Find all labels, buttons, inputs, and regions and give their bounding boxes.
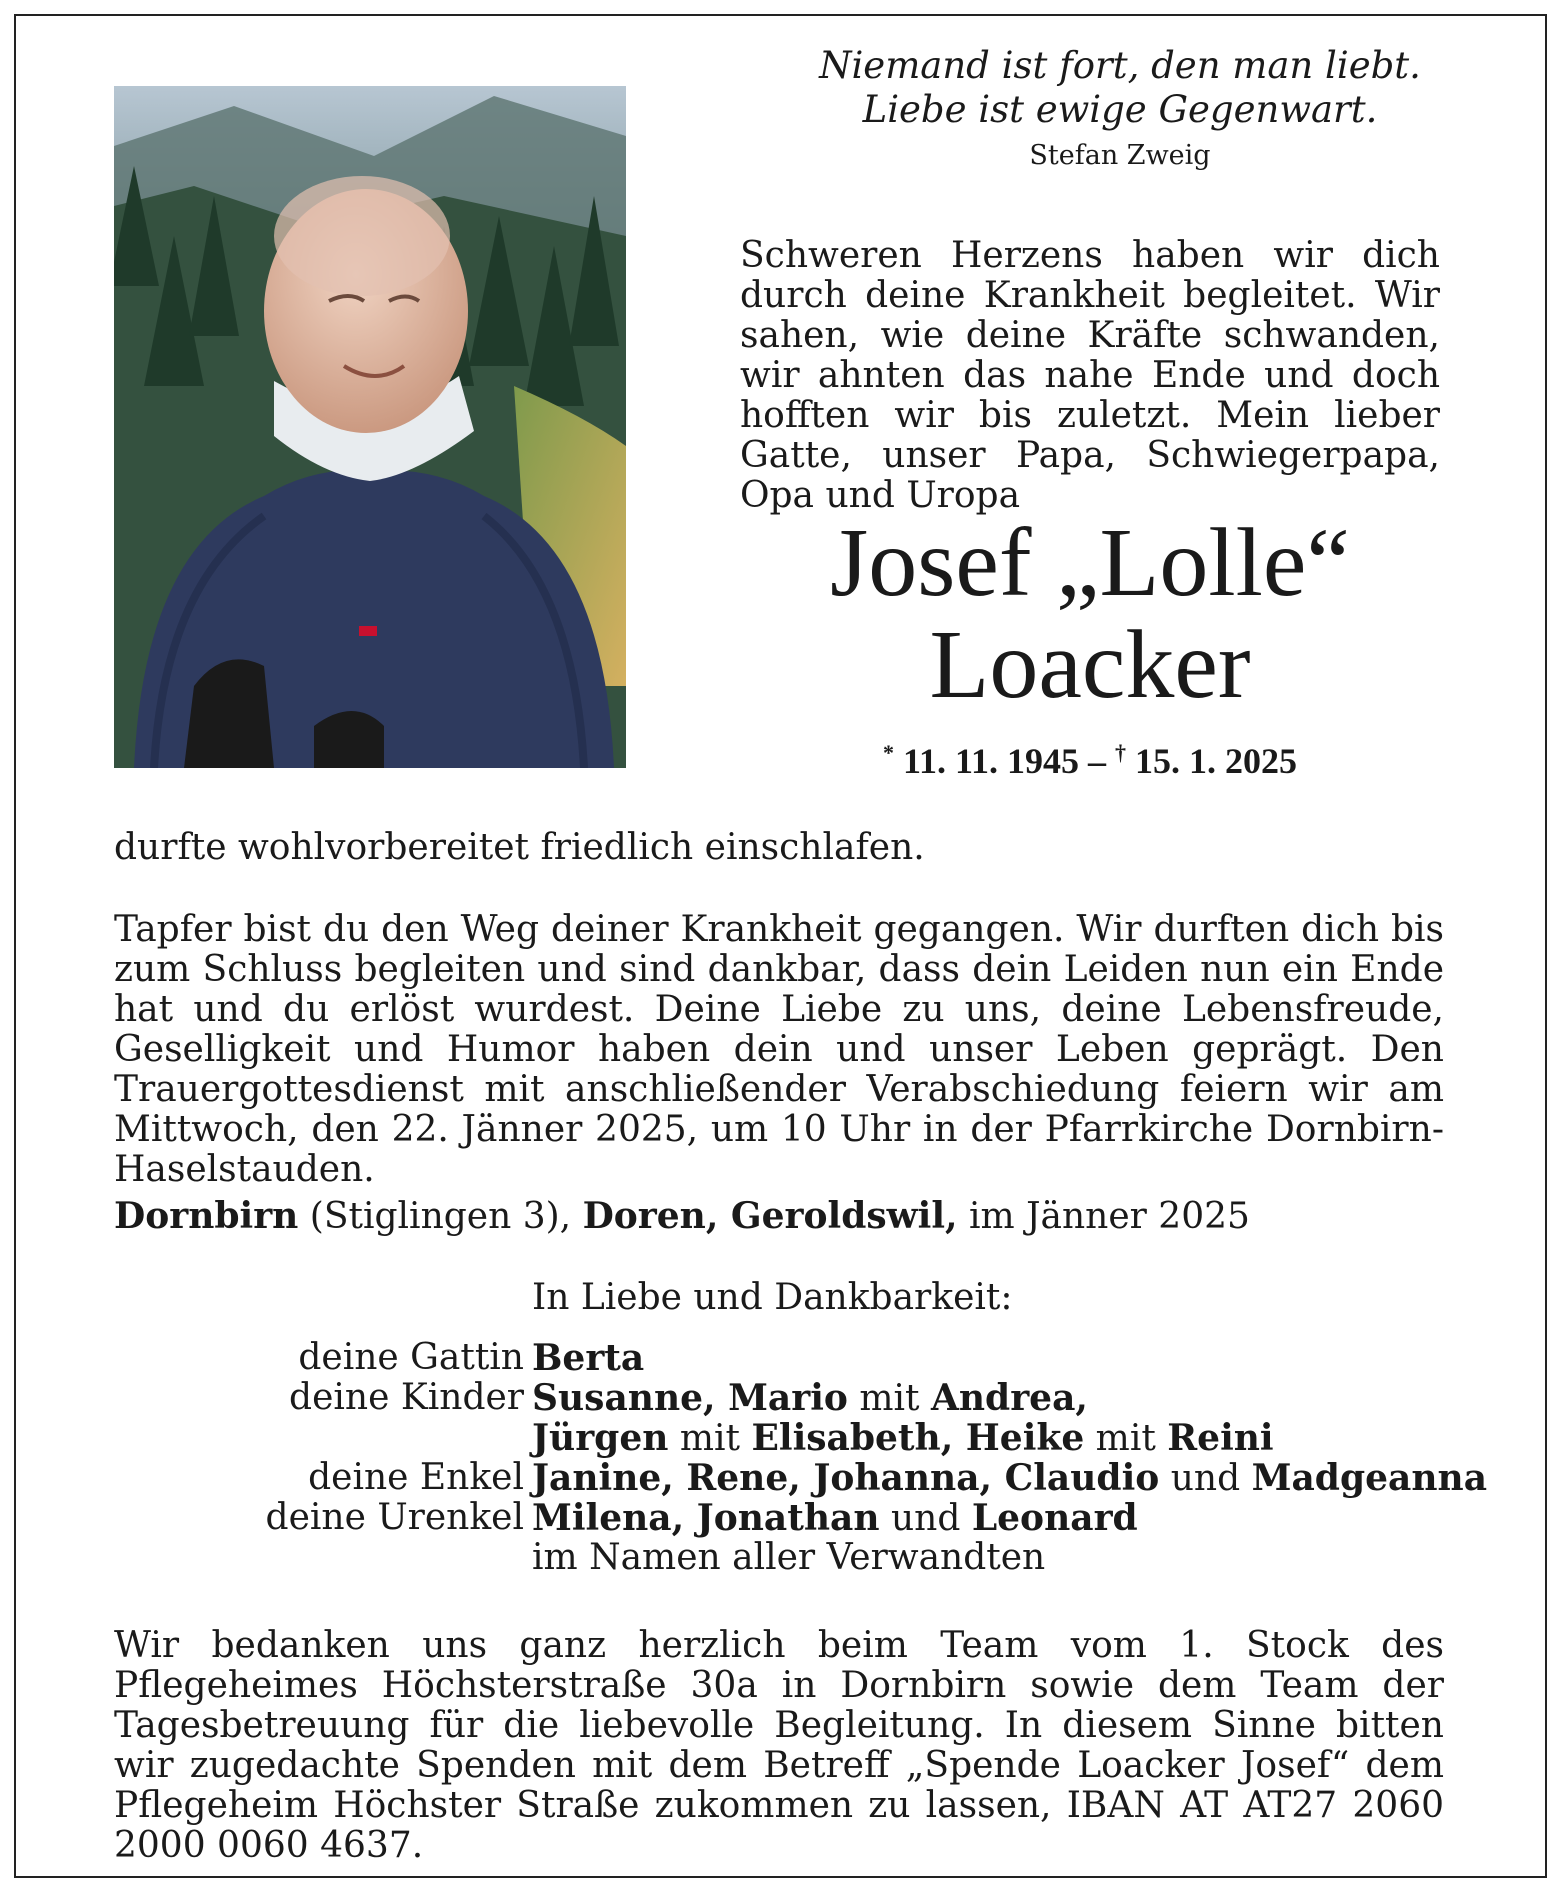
kinder-names-1c: Andrea, [930, 1377, 1088, 1419]
deceased-name [740, 509, 1440, 719]
place-town-1: Dornbirn [114, 1195, 299, 1237]
family-role-gattin: deine Gattin [298, 1337, 524, 1378]
life-dates [740, 740, 1440, 782]
quote-line-2: Liebe ist ewige Gegenwart. [862, 88, 1378, 131]
family-names-enkel [532, 1458, 1487, 1499]
family-role-enkel: deine Enkel [308, 1457, 524, 1498]
family-names-kinder-2 [532, 1418, 1274, 1459]
birth-date: 11. 11. 1945 [902, 741, 1080, 781]
passed-text: durfte wohlvorbereitet friedlich einschlafen. [114, 827, 925, 868]
family-role-kinder: deine Kinder [289, 1377, 524, 1418]
place-towns-2: Doren, Geroldswil, [582, 1195, 958, 1237]
kinder-names-2e: Reini [1167, 1417, 1274, 1459]
urenkel-names-b: und [879, 1498, 972, 1539]
enkel-names-c: Madgeanna [1251, 1457, 1488, 1499]
kinder-names-2b: mit [668, 1418, 752, 1459]
enkel-names-b: und [1159, 1458, 1252, 1499]
urenkel-names-a: Milena, Jonathan [532, 1497, 880, 1539]
quote-line-1: Niemand ist fort, den man liebt. [819, 44, 1421, 87]
portrait-illustration [114, 86, 626, 768]
kinder-names-2c: Elisabeth, Heike [751, 1417, 1085, 1459]
thanks-text: Wir bedanken uns ganz herzlich beim Team vom 1. Stock des Pflegeheimes Höchsterstraße 30a in Dornbirn sowie dem Team der Tagesbetreuung für die liebevolle Begleitung. In diesem Sinne bitten wir zugedachte Spenden mit dem Betreff „Spende Loacker Josef“ dem Pflegeheim Höchster Straße zukommen zu lassen, IBAN AT AT27 2060 2000 0060 4637. [114, 1625, 1444, 1866]
family-relatives: im Namen aller Verwandten [532, 1537, 1046, 1578]
quote [740, 44, 1500, 171]
kinder-names-1b: mit [847, 1378, 931, 1419]
body-text: Tapfer bist du den Weg deiner Krankheit gegangen. Wir durften dich bis zum Schluss begleiten und sind dankbar, dass dein Leiden nun ein Ende hat und du erlöst wurdest. Deine Liebe zu uns, deine Lebensfreude, Geselligkeit und Humor haben dein und unser Leben geprägt. Den Trauergottesdienst mit anschließender Verabschiedung feiern wir am Mittwoch, den 22. Jänner 2025, um 10 Uhr in der Pfarrkirche Dornbirn-Haselstauden. [114, 909, 1444, 1190]
portrait-photo [114, 86, 626, 768]
intro-text: Schweren Herzens haben wir dich durch deine Krankheit begleitet. Wir sahen, wie deine Kräfte schwanden, wir ahnten das nahe Ende und doch hofften wir bis zuletzt. Mein lieber Gatte, unser Papa, Schwiegerpapa, Opa und Uropa [740, 235, 1440, 516]
gattin-name: Berta [532, 1337, 645, 1379]
family-names-gattin [532, 1338, 644, 1379]
family-heading: In Liebe und Dankbarkeit: [532, 1277, 1013, 1318]
kinder-names-1a: Susanne, Mario [532, 1377, 848, 1419]
place-address: (Stiglingen 3), [298, 1196, 583, 1237]
family-role-urenkel: deine Urenkel [265, 1497, 524, 1538]
place-line [114, 1196, 1444, 1237]
deceased-name-line-2: Loacker [929, 611, 1251, 719]
quote-author: Stefan Zweig [1029, 140, 1211, 171]
enkel-names-a: Janine, Rene, Johanna, Claudio [532, 1457, 1160, 1499]
deceased-name-line-1: Josef „Lolle“ [830, 509, 1350, 617]
death-symbol: † [1115, 740, 1127, 765]
family-names-urenkel [532, 1498, 1138, 1539]
date-dash: – [1088, 741, 1107, 781]
birth-symbol: * [882, 740, 894, 765]
kinder-names-2d: mit [1084, 1418, 1168, 1459]
kinder-names-2a: Jürgen [532, 1417, 669, 1459]
family-names-kinder-1 [532, 1378, 1088, 1419]
place-date: im Jänner 2025 [957, 1196, 1250, 1237]
urenkel-names-c: Leonard [971, 1497, 1138, 1539]
death-date: 15. 1. 2025 [1135, 741, 1298, 781]
